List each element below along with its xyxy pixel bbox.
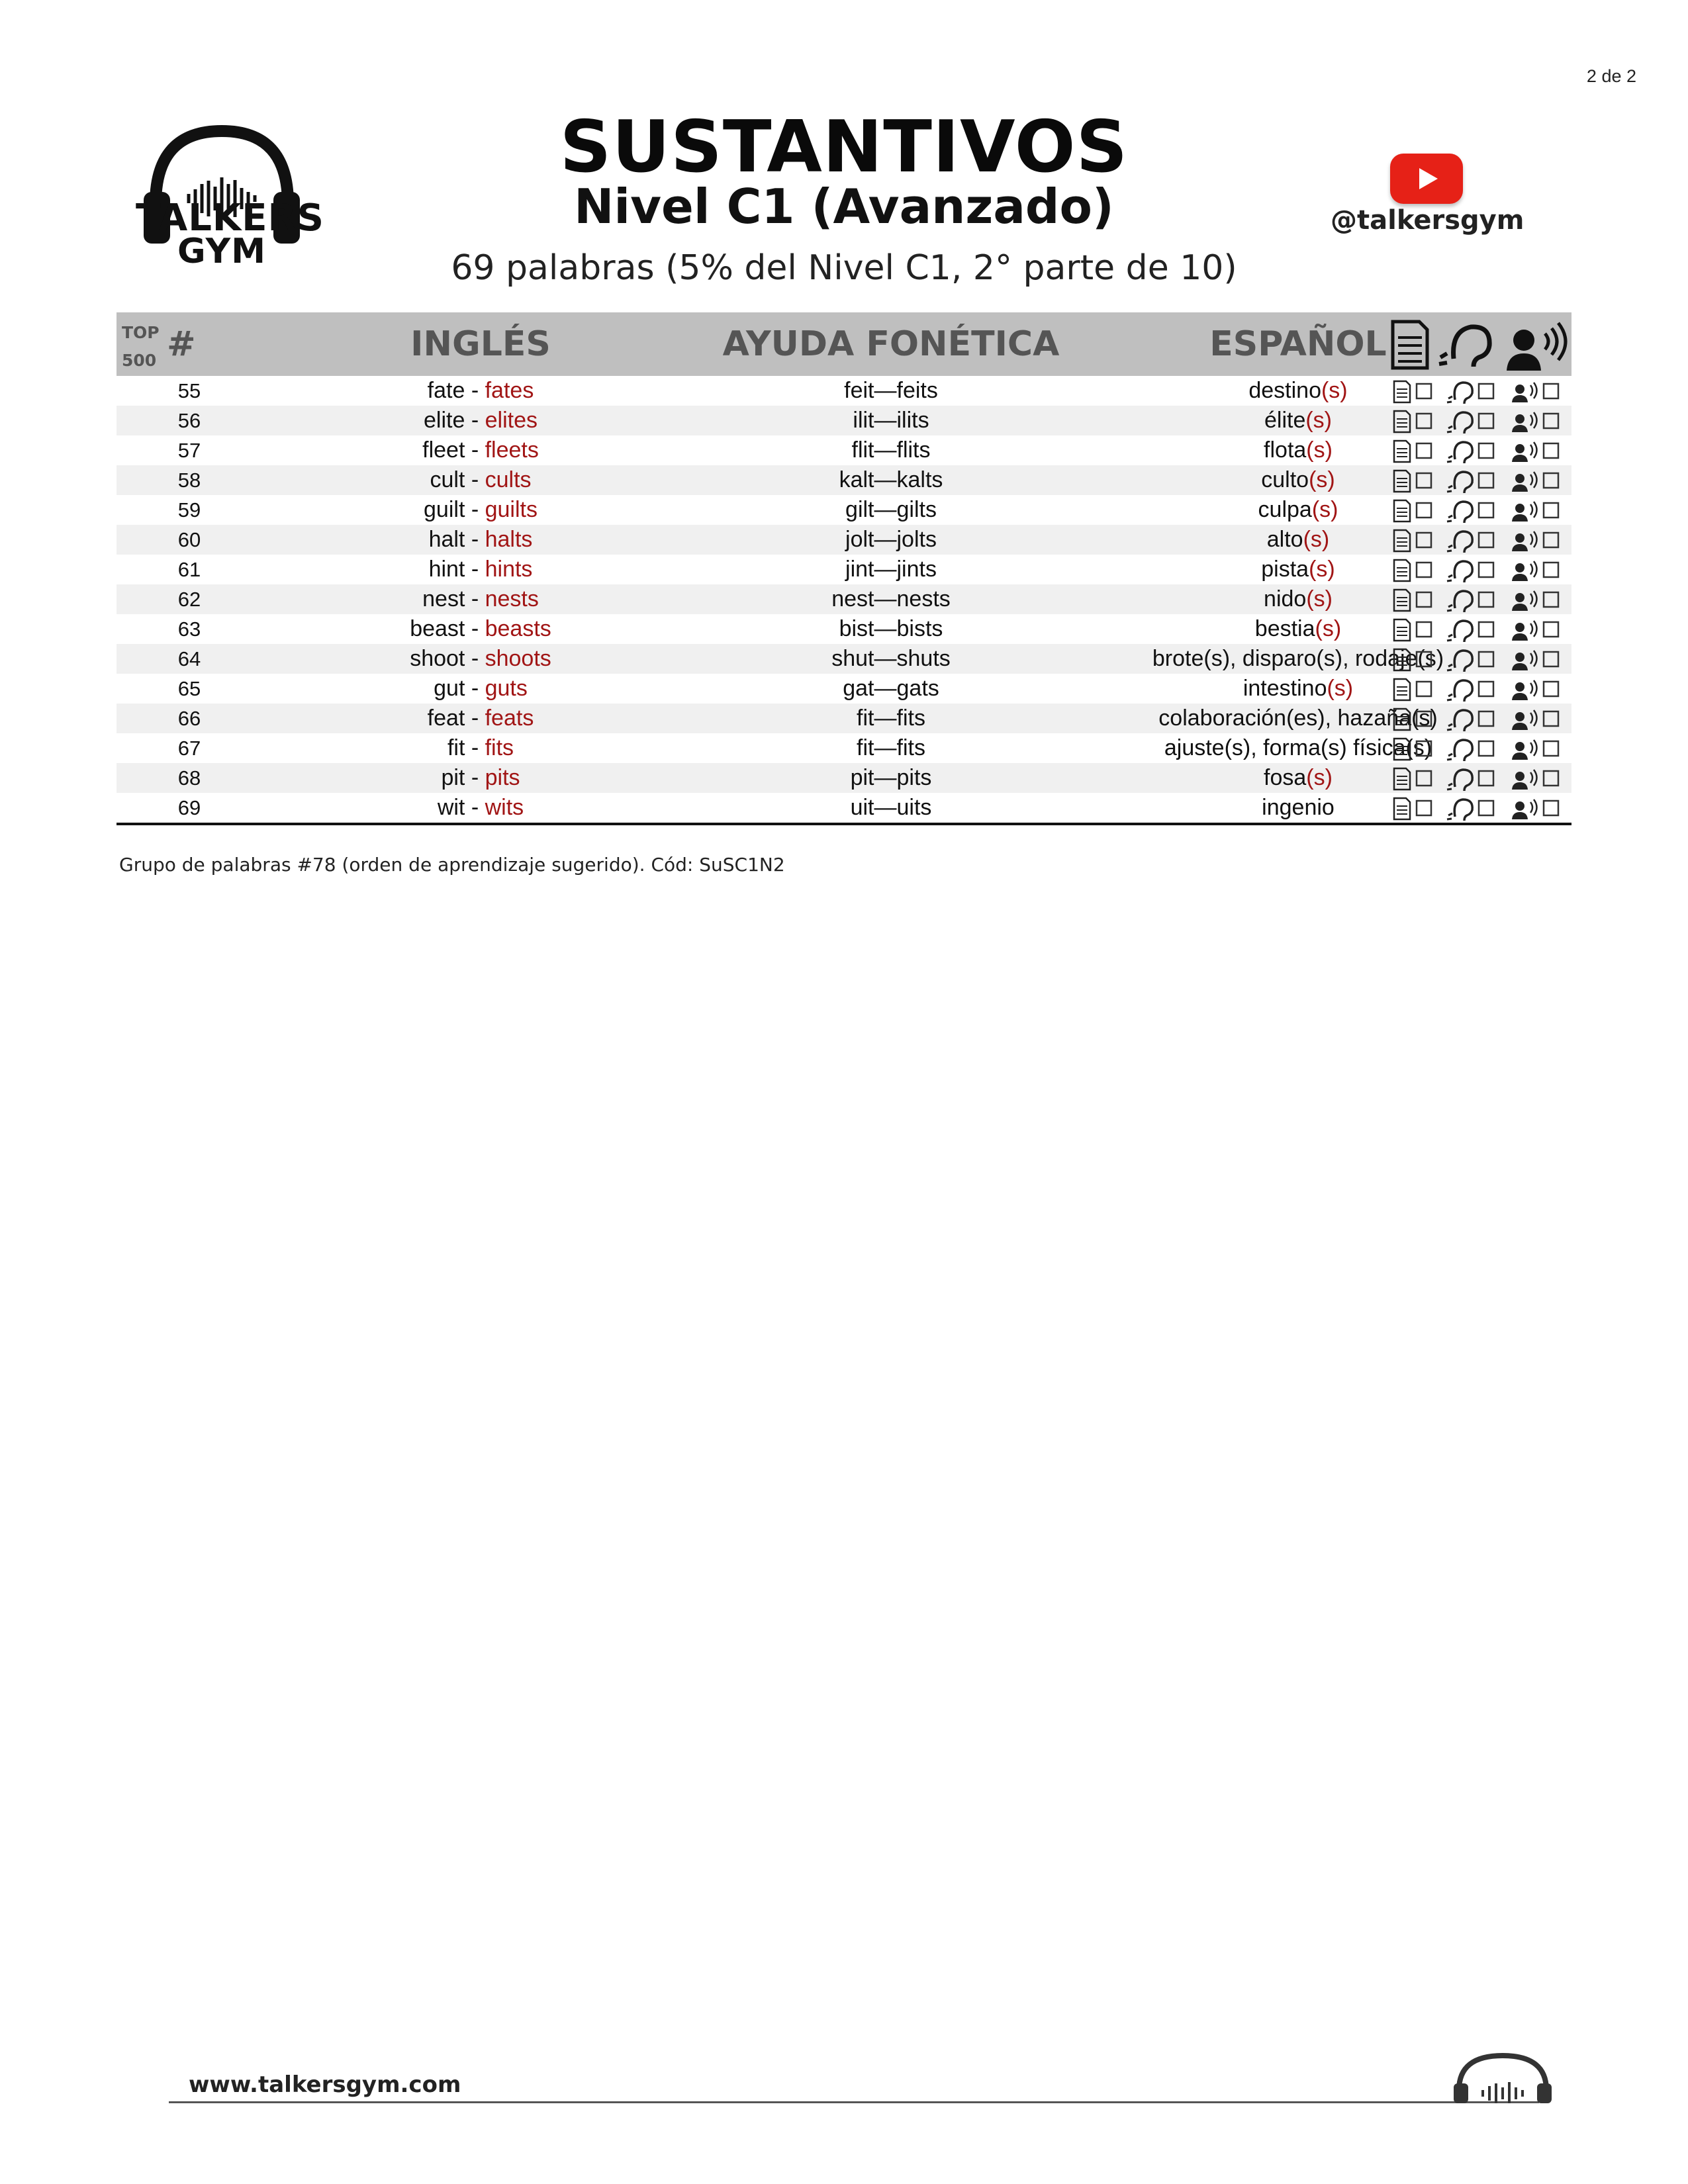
phonetic-help: uit—uits (850, 795, 932, 820)
english-singular: fleet (422, 437, 465, 463)
ear-icon (1447, 710, 1472, 731)
english-plural: feats (485, 705, 534, 731)
header-top-label: TOP (122, 323, 160, 342)
table-header (117, 312, 1571, 376)
spanish-word: nido (1264, 586, 1307, 612)
english-word: beast - beasts (410, 616, 551, 641)
table-body (117, 376, 1571, 823)
spanish-plural-suffix: (s) (1327, 676, 1354, 701)
ear-icon (1447, 502, 1472, 523)
english-word: halt - halts (428, 527, 533, 552)
row-number: 57 (177, 439, 201, 462)
spanish-plural-suffix: (s) (1306, 586, 1333, 612)
spanish-plural-suffix: (s) (1321, 378, 1348, 403)
speaking-person-icon (1512, 770, 1537, 790)
row-number: 63 (177, 617, 201, 641)
english-singular: fate (427, 378, 465, 403)
row-checkbox-icons (1387, 584, 1571, 614)
row-number: 64 (177, 647, 201, 670)
english-word: fleet - fleets (422, 437, 539, 463)
table-row (117, 674, 1571, 704)
row-number: 61 (177, 558, 201, 581)
row-checkbox-icons (1387, 614, 1571, 644)
phonetic-help: jint—jints (845, 557, 937, 582)
english-plural: cults (485, 467, 532, 492)
spanish-word: intestino (1243, 676, 1327, 701)
ear-icon (1447, 442, 1472, 463)
header-english: INGLÉS (410, 324, 551, 364)
practice-checkboxes[interactable] (1387, 435, 1571, 465)
english-plural: guts (485, 676, 528, 701)
document-icon (1394, 649, 1410, 670)
row-checkbox-icons (1387, 644, 1571, 674)
english-plural: fits (485, 735, 514, 760)
english-word: fate - fates (427, 378, 534, 403)
document-icon (1393, 322, 1427, 368)
document-icon (1394, 530, 1410, 551)
row-number: 65 (177, 677, 201, 700)
table-row (117, 704, 1571, 733)
row-number: 56 (177, 409, 201, 432)
spanish-plural-suffix: (s) (1311, 497, 1338, 522)
spanish-plural-suffix: (s) (1306, 765, 1333, 790)
speaking-person-icon (1512, 442, 1537, 462)
row-checkbox-icons (1387, 525, 1571, 555)
english-singular: guilt (424, 497, 465, 522)
row-checkbox-icons (1387, 376, 1571, 406)
spanish-plural-suffix: (s) (1309, 467, 1335, 492)
phonetic-help: fit—fits (857, 735, 925, 760)
spanish-word: flota (1264, 437, 1307, 463)
header-icons (1387, 318, 1571, 372)
table-bottom-rule (117, 823, 1571, 825)
english-word: wit - wits (437, 795, 524, 820)
speaking-person-icon (1512, 472, 1537, 492)
spanish-word: destino (1248, 378, 1321, 403)
practice-checkboxes[interactable] (1387, 406, 1571, 435)
row-number: 67 (177, 737, 201, 760)
youtube-handle[interactable]: @talkersgym (1331, 205, 1524, 236)
english-singular: elite (424, 408, 465, 433)
phonetic-help: nest—nests (831, 586, 951, 612)
spanish-word: fosa (1264, 765, 1307, 790)
spanish-word: pista (1261, 557, 1309, 582)
phonetic-help: shut—shuts (831, 646, 951, 671)
ear-icon (1447, 531, 1472, 553)
table-row (117, 435, 1571, 465)
practice-checkboxes[interactable] (1387, 555, 1571, 584)
document-icon (1394, 411, 1410, 432)
footer-url[interactable]: www.talkersgym.com (189, 2071, 461, 2098)
document-icon (1394, 768, 1410, 790)
ear-icon (1447, 770, 1472, 791)
practice-checkboxes[interactable] (1387, 674, 1571, 704)
phonetic-help: feit—feits (844, 378, 938, 403)
row-checkbox-icons (1387, 555, 1571, 584)
table-row (117, 555, 1571, 584)
english-word: nest - nests (422, 586, 539, 612)
logo-line1: TALKERS (136, 197, 324, 240)
phonetic-help: pit—pits (850, 765, 932, 790)
document-icon (1394, 679, 1410, 700)
logo-line2: GYM (177, 232, 266, 271)
spanish-word: élite (1264, 408, 1306, 433)
english-plural: elites (485, 408, 538, 433)
practice-checkboxes[interactable] (1387, 465, 1571, 495)
row-number: 69 (177, 796, 201, 819)
header-phonetic: AYUDA FONÉTICA (722, 324, 1060, 364)
document-icon (1394, 619, 1410, 641)
table-row (117, 376, 1571, 406)
row-checkbox-icons (1387, 704, 1571, 733)
page-title: SUSTANTIVOS (559, 106, 1129, 189)
english-singular: hint (428, 557, 465, 582)
practice-checkboxes[interactable] (1387, 644, 1571, 674)
document-icon (1394, 739, 1410, 760)
english-singular: shoot (410, 646, 465, 671)
phonetic-help: bist—bists (839, 616, 943, 641)
english-word: feat - feats (427, 705, 534, 731)
phonetic-help: flit—flits (851, 437, 931, 463)
ear-icon (1447, 651, 1472, 672)
practice-checkboxes[interactable] (1387, 763, 1571, 793)
practice-checkboxes[interactable] (1387, 614, 1571, 644)
english-plural: fates (485, 378, 534, 403)
header-top500 (122, 319, 160, 375)
practice-checkboxes[interactable] (1387, 584, 1571, 614)
row-checkbox-icons (1387, 733, 1571, 763)
english-plural: shoots (485, 646, 551, 671)
speaking-person-icon (1512, 383, 1537, 402)
english-word: hint - hints (428, 557, 533, 582)
ear-icon (1447, 412, 1472, 433)
ear-icon (1447, 799, 1472, 821)
header-spanish: ESPAÑOL (1209, 324, 1387, 364)
english-singular: nest (422, 586, 465, 612)
table-row (117, 465, 1571, 495)
practice-checkboxes[interactable] (1387, 495, 1571, 525)
spanish-plural-suffix: (s) (1306, 437, 1333, 463)
spanish-word: ajuste(s), forma(s) física(s) (1164, 735, 1432, 760)
ear-icon (1439, 327, 1489, 367)
spanish-plural-suffix: (s) (1315, 616, 1342, 641)
spanish-plural-suffix: (s) (1303, 527, 1330, 552)
table-row (117, 793, 1571, 823)
ear-icon (1447, 561, 1472, 582)
ear-icon (1447, 621, 1472, 642)
row-checkbox-icons (1387, 763, 1571, 793)
footnote: Grupo de palabras #78 (orden de aprendizaje sugerido). Cód: SuSC1N2 (119, 854, 785, 876)
row-checkbox-icons (1387, 406, 1571, 435)
practice-checkboxes[interactable] (1387, 376, 1571, 406)
row-checkbox-icons (1387, 465, 1571, 495)
speaking-person-icon (1512, 710, 1537, 730)
document-icon (1394, 471, 1410, 492)
english-plural: fleets (485, 437, 539, 463)
speaking-person-icon (1512, 651, 1537, 670)
english-singular: fit (447, 735, 465, 760)
spanish-word: bestia (1254, 616, 1315, 641)
row-checkbox-icons (1387, 435, 1571, 465)
table-row (117, 584, 1571, 614)
table-row (117, 495, 1571, 525)
english-word: gut - guts (434, 676, 528, 701)
english-word: fit - fits (447, 735, 514, 760)
phonetic-help: ilit—ilits (853, 408, 929, 433)
document-icon (1394, 560, 1410, 581)
english-singular: wit (437, 795, 465, 820)
ear-icon (1447, 680, 1472, 702)
speaking-person-icon (1512, 740, 1537, 760)
english-plural: hints (485, 557, 533, 582)
english-word: pit - pits (441, 765, 520, 790)
document-icon (1394, 798, 1410, 819)
word-count-line: 69 palabras (5% del Nivel C1, 2° parte de 10) (451, 248, 1237, 288)
english-plural: wits (485, 795, 524, 820)
row-number: 68 (177, 766, 201, 790)
row-number: 59 (177, 498, 201, 522)
english-plural: halts (485, 527, 533, 552)
phonetic-help: jolt—jolts (845, 527, 937, 552)
spanish-word: culpa (1258, 497, 1312, 522)
spanish-word: colaboración(es), hazaña(s) (1158, 705, 1438, 731)
phonetic-help: gilt—gilts (845, 497, 937, 522)
vocabulary-table (117, 312, 1571, 825)
spanish-word: culto (1261, 467, 1309, 492)
footer-headphones-icon (1450, 2050, 1556, 2106)
speaking-person-icon (1512, 799, 1537, 819)
ear-icon (1447, 472, 1472, 493)
english-plural: beasts (485, 616, 551, 641)
ear-icon (1447, 591, 1472, 612)
speaking-person-icon (1512, 680, 1537, 700)
table-row (117, 763, 1571, 793)
speaking-person-icon (1512, 502, 1537, 522)
table-row (117, 614, 1571, 644)
phonetic-help: fit—fits (857, 705, 925, 731)
english-word: elite - elites (424, 408, 538, 433)
document-icon (1394, 709, 1410, 730)
phonetic-help: kalt—kalts (839, 467, 943, 492)
practice-checkboxes[interactable] (1387, 525, 1571, 555)
spanish-word: ingenio (1262, 795, 1335, 820)
speaking-person-icon (1512, 621, 1537, 641)
row-number: 62 (177, 588, 201, 611)
table-row (117, 733, 1571, 763)
header-hash: # (167, 324, 196, 364)
speaking-person-icon (1512, 591, 1537, 611)
row-checkbox-icons (1387, 674, 1571, 704)
english-singular: gut (434, 676, 465, 701)
english-word: cult - cults (430, 467, 532, 492)
level-subtitle: Nivel C1 (Avanzado) (574, 179, 1114, 234)
ear-icon (1447, 740, 1472, 761)
spanish-plural-suffix: (s) (1305, 408, 1333, 433)
row-checkbox-icons (1387, 793, 1571, 823)
youtube-icon[interactable] (1390, 154, 1463, 204)
spanish-word: brote(s), disparo(s), rodaje(s) (1152, 646, 1444, 671)
row-number: 66 (177, 707, 201, 730)
phonetic-help: gat—gats (843, 676, 939, 701)
row-number: 58 (177, 469, 201, 492)
table-row (117, 406, 1571, 435)
footer-line (169, 2101, 1539, 2103)
header-top-number: 500 (122, 351, 157, 370)
english-plural: guilts (485, 497, 538, 522)
table-row (117, 525, 1571, 555)
english-singular: cult (430, 467, 465, 492)
practice-checkboxes[interactable] (1387, 704, 1571, 733)
spanish-word: alto (1266, 527, 1303, 552)
english-singular: feat (427, 705, 465, 731)
practice-checkboxes[interactable] (1387, 793, 1571, 823)
row-number: 60 (177, 528, 201, 551)
english-singular: halt (428, 527, 465, 552)
speaking-person-icon (1512, 412, 1537, 432)
english-singular: pit (441, 765, 465, 790)
table-row (117, 644, 1571, 674)
document-icon (1394, 381, 1410, 402)
document-icon (1394, 500, 1410, 522)
row-number: 55 (177, 379, 201, 402)
document-icon (1394, 441, 1410, 462)
english-plural: pits (485, 765, 520, 790)
practice-checkboxes[interactable] (1387, 733, 1571, 763)
english-word: shoot - shoots (410, 646, 551, 671)
row-checkbox-icons (1387, 495, 1571, 525)
speaking-person-icon (1512, 561, 1537, 581)
english-singular: beast (410, 616, 465, 641)
speaking-person-icon (1512, 531, 1537, 551)
english-word: guilt - guilts (424, 497, 538, 522)
english-plural: nests (485, 586, 539, 612)
ear-icon (1447, 383, 1472, 404)
document-icon (1394, 590, 1410, 611)
speaking-person-icon (1507, 323, 1566, 371)
spanish-plural-suffix: (s) (1309, 557, 1335, 582)
page-number: 2 de 2 (1586, 66, 1636, 86)
